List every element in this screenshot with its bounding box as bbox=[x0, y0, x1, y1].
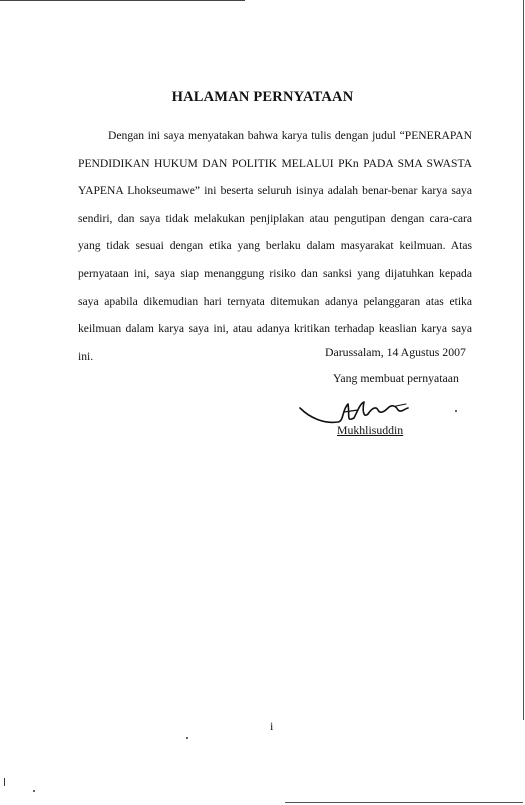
scan-speck bbox=[186, 737, 188, 739]
signer-role: Yang membuat pernyataan bbox=[333, 371, 459, 385]
page-edge-right bbox=[523, 0, 524, 720]
signer-name: Mukhlisuddin bbox=[337, 423, 404, 437]
page-number: i bbox=[270, 719, 274, 733]
place-date: Darussalam, 14 Agustus 2007 bbox=[325, 345, 466, 359]
scan-speck bbox=[33, 790, 35, 792]
page-edge-bottom bbox=[285, 802, 523, 803]
page-title: HALAMAN PERNYATAAN bbox=[171, 89, 354, 105]
scan-speck bbox=[4, 778, 5, 786]
page-edge-top bbox=[0, 0, 245, 1]
scan-speck bbox=[455, 410, 457, 412]
statement-paragraph: Dengan ini saya menyatakan bahwa karya tulis dengan judul “PENERAPAN PENDIDIKAN HUKUM DAN POLITIK MELALUI PKn PADA SMA SWASTA YAPENA Lhokseumawe” ini beserta seluruh isinya adalah benar-benar karya saya sendiri, dan saya tidak melakukan penjiplakan atau pengutipan dengan cara-cara yang tidak sesuai dengan etika yang berlaku dalam masyarakat keilmuan. Atas pernyataan ini, saya siap menanggung risiko dan sanksi yang dijatuhkan kepada saya apabila dikemudian hari ternyata ditemukan adanya pelanggaran atas etika keilmuan dalam karya saya ini, atau adanya kritikan terhadap keaslian karya saya ini. bbox=[78, 129, 472, 363]
